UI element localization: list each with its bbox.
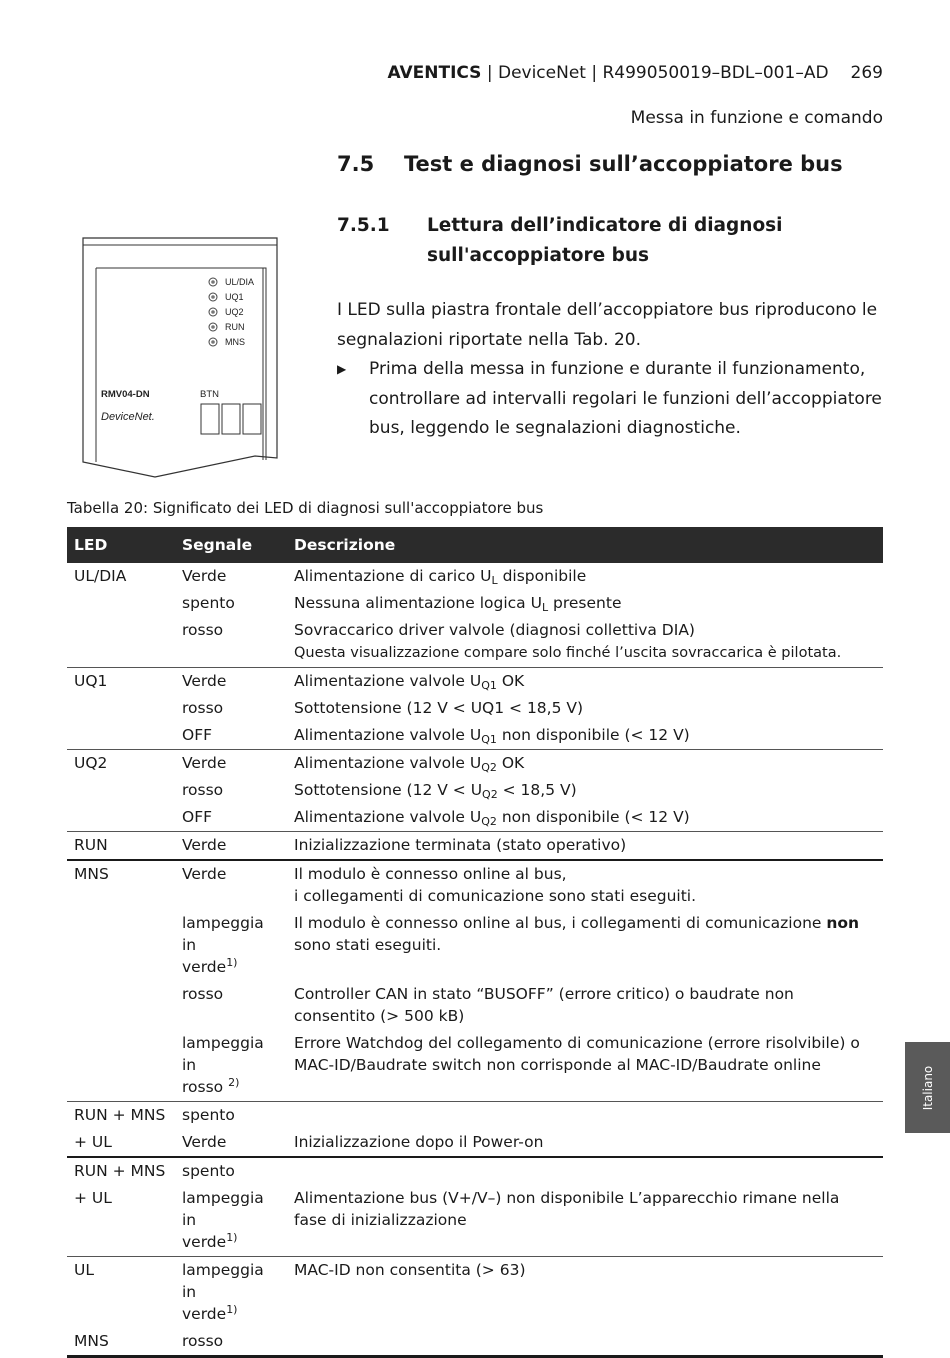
cell-led: MNS <box>67 860 175 910</box>
cell-led: UL/DIA <box>74 567 127 585</box>
table-row <box>67 1157 883 1185</box>
subsection-number: 7.5.1 <box>337 215 390 236</box>
cell-signal: lampeggia in verde$^{1)}$ <box>182 1189 264 1251</box>
devicenet-logo: DeviceNet. <box>101 411 155 423</box>
cell-signal: rosso <box>182 621 224 639</box>
led-label-run: RUN <box>225 322 245 332</box>
intro-paragraph: I LED sulla piastra frontale dell’accoppiatore bus riproducono le segnalazioni riportate nella Tab. 20. <box>337 300 878 350</box>
bus-coupler-illustration <box>80 236 280 481</box>
subsection-title-line1: Lettura dell’indicatore di diagnosi <box>427 215 783 236</box>
col-header-led: LED <box>67 527 175 563</box>
cell-description: Alimentazione valvole $U_{Q1}$ OK <box>287 668 883 696</box>
led-table <box>67 527 883 1358</box>
table-row <box>67 832 883 861</box>
table-row <box>67 668 883 696</box>
led-label-uq2: UQ2 <box>225 307 244 317</box>
switch-2 <box>222 404 240 434</box>
table-row <box>67 1030 883 1102</box>
cell-signal: rosso <box>182 985 224 1003</box>
cell-signal: lampeggia in verde$^{1)}$ <box>175 1257 287 1329</box>
subsection-title <box>427 211 827 271</box>
cell-signal: OFF <box>182 808 213 826</box>
bullet-arrow-icon: ▶ <box>337 362 347 376</box>
cell-led: MNS <box>67 1328 175 1357</box>
cell-signal: Verde <box>182 1133 227 1151</box>
cell-signal: spento <box>175 1102 287 1130</box>
cell-signal: rosso <box>182 699 224 717</box>
cell-description: Nessuna alimentazione logica $U_L$ presente <box>294 594 622 614</box>
cell-description: Alimentazione bus (V+/V–) non disponibile L’apparecchio rimane nella fase di inizializzazione <box>294 1189 840 1229</box>
bullet-item <box>337 355 885 444</box>
table-row <box>67 563 883 590</box>
bullet-text: Prima della messa in funzione e durante il funzionamento, controllare ad intervalli regolari le funzioni dell’accoppiatore bus, leggendo le segnalazioni diagnostiche. <box>369 359 882 438</box>
table-header-row <box>67 527 883 563</box>
table-row <box>67 981 883 1030</box>
subsection-heading <box>337 211 827 271</box>
table-row <box>67 750 883 778</box>
switch-1 <box>201 404 219 434</box>
cell-description: Sottotensione (12 V < UQ1 < 18,5 V) <box>294 699 584 717</box>
cell-led: + UL <box>74 1133 112 1151</box>
cell-signal: Verde <box>175 750 287 778</box>
section-heading <box>337 152 843 176</box>
cell-description: Errore Watchdog del collegamento di comunicazione (errore risolvibile) o MAC-ID/Baudrate switch non corrisponde al MAC-ID/Baudrate online <box>294 1034 860 1074</box>
col-header-signal: Segnale <box>175 527 287 563</box>
col-header-description: Descrizione <box>287 527 883 563</box>
cell-signal: Verde <box>182 567 227 585</box>
cell-description: Alimentazione valvole $U_{Q1}$ non disponibile (< 12 V) <box>294 726 690 746</box>
cell-description: Inizializzazione terminata (stato operativo) <box>287 832 883 861</box>
table-row <box>67 777 883 804</box>
cell-signal: spento <box>182 594 235 612</box>
subsection-title-line2: sull'accoppiatore bus <box>427 245 650 266</box>
language-tab <box>905 1042 950 1133</box>
cell-signal: lampeggia in rosso $^{2)}$ <box>182 1034 264 1096</box>
table-row <box>67 1257 883 1329</box>
cell-signal: spento <box>175 1157 287 1185</box>
cell-description: MAC-ID non consentita (> 63) <box>287 1257 883 1329</box>
table-row <box>67 804 883 832</box>
cell-led: UQ2 <box>67 750 175 778</box>
brand-name: AVENTICS <box>387 63 482 83</box>
cell-led: RUN + MNS <box>67 1102 175 1130</box>
table-row <box>67 590 883 617</box>
cell-signal: rosso <box>175 1328 287 1357</box>
cell-signal: lampeggia in verde$^{1)}$ <box>182 914 264 976</box>
cell-description: Sottotensione (12 $V < U_{Q2} < 18,5$ V) <box>294 781 577 801</box>
doc-id: | DeviceNet | R499050019–BDL–001–AD <box>481 63 829 83</box>
led-label-uldia: UL/DIA <box>225 277 255 287</box>
cell-description: Alimentazione valvole $U_{Q2}$ OK <box>287 750 883 778</box>
cell-signal: OFF <box>182 726 213 744</box>
cell-description: Il modulo è connesso online al bus, i collegamenti di comunicazione non sono stati eseguiti. <box>294 914 860 954</box>
table-caption: Tabella 20: Significato dei LED di diagnosi sull'accoppiatore bus <box>67 499 544 517</box>
section-title: Test e diagnosi sull’accoppiatore bus <box>404 152 843 176</box>
table-row <box>67 617 883 668</box>
table-row <box>67 910 883 981</box>
cell-led: UQ1 <box>67 668 175 696</box>
table-row <box>67 1185 883 1257</box>
cell-description: Controller CAN in stato “BUSOFF” (errore critico) o baudrate non consentito (> 500 kB) <box>294 985 794 1025</box>
table-row <box>67 1102 883 1130</box>
cell-led: UL <box>67 1257 175 1329</box>
table-row <box>67 1129 883 1157</box>
table-row <box>67 722 883 750</box>
cell-description: Inizializzazione dopo il Power-on <box>294 1133 544 1151</box>
led-label-mns: MNS <box>225 337 245 347</box>
btn-label: BTN <box>200 389 219 400</box>
led-label-uq1: UQ1 <box>225 292 244 302</box>
table-row <box>67 860 883 910</box>
cell-signal: Verde <box>175 832 287 861</box>
table-row <box>67 695 883 722</box>
page-number: 269 <box>850 63 883 83</box>
cell-signal: rosso <box>182 781 224 799</box>
cell-led: + UL <box>74 1189 112 1207</box>
cell-description: Alimentazione di carico $U_L$ disponibile <box>294 567 587 587</box>
cell-description: Sovraccarico driver valvole (diagnosi collettiva DIA) Questa visualizzazione compare solo finché l’uscita sovraccarica è pilotata. <box>294 621 842 661</box>
body-text <box>337 296 885 444</box>
language-tab-label: Italiano <box>920 1065 935 1110</box>
cell-led: RUN <box>67 832 175 861</box>
cell-signal: Verde <box>175 668 287 696</box>
page-header <box>387 63 883 83</box>
chapter-title: Messa in funzione e comando <box>630 108 883 128</box>
table-row <box>67 1328 883 1357</box>
cell-description: Alimentazione valvole $U_{Q2}$ non disponibile (< 12 V) <box>294 808 690 828</box>
cell-led: RUN + MNS <box>67 1157 175 1185</box>
section-number: 7.5 <box>337 152 375 176</box>
model-label: RMV04-DN <box>101 389 150 400</box>
switch-3 <box>243 404 261 434</box>
cell-description: Il modulo è connesso online al bus, i collegamenti di comunicazione sono stati eseguiti. <box>287 860 883 910</box>
cell-signal: Verde <box>175 860 287 910</box>
